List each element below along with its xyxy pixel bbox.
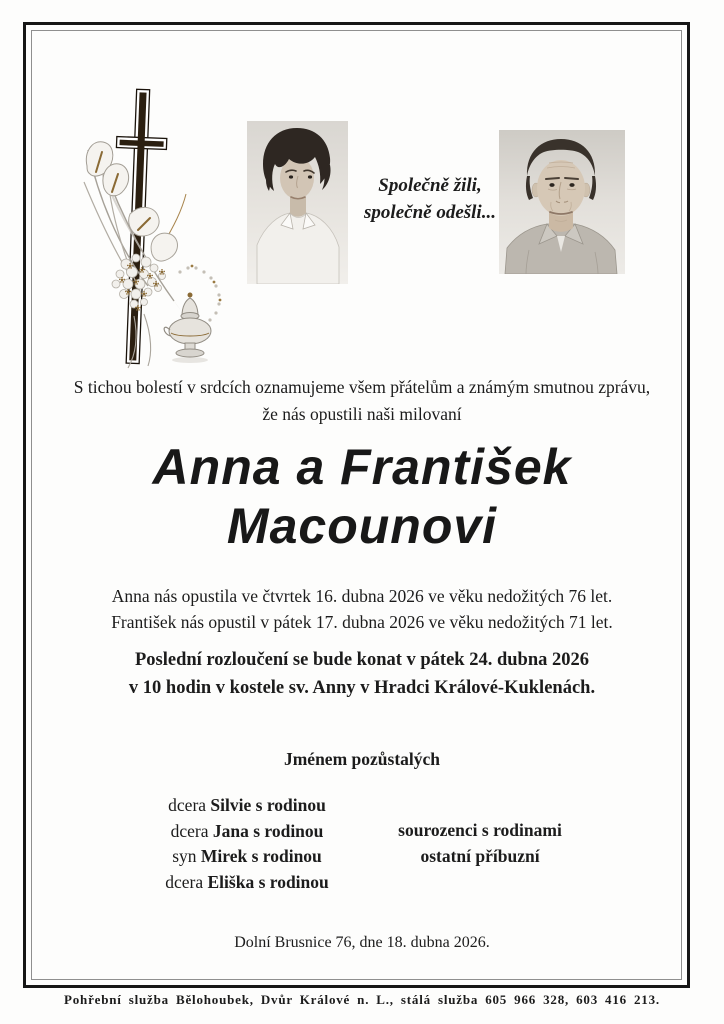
- mourner-row: [130, 819, 364, 845]
- passing-frantisek: František nás opustil v pátek 17. dubna 2026 ve věku nedožitých 71 let.: [111, 612, 613, 632]
- mourner-prefix: dcera: [168, 795, 207, 815]
- mourner-prefix: dcera: [165, 871, 204, 892]
- mourner-row: [130, 870, 364, 896]
- motto-line2: společně odešli...: [364, 202, 496, 223]
- portrait-photo-frantisek: [499, 130, 625, 274]
- mourner-row: [130, 793, 364, 819]
- motto: [344, 172, 516, 226]
- announcement-line1: S tichou bolestí v srdcích oznamujeme všem přátelům a známým smutnou zprávu,: [73, 377, 651, 397]
- portrait-photo-anna: [247, 121, 348, 284]
- funeral-service-footer: Pohřební služba Bělohoubek, Dvůr Králové n. L., stálá služba 605 966 328, 603 416 213.: [64, 992, 660, 1007]
- mourner-name: Jana s rodinou: [212, 820, 324, 841]
- mourners-right-column: [375, 818, 585, 869]
- passing-dates: [30, 583, 694, 635]
- place-and-date: Dolní Brusnice 76, dne 18. dubna 2026.: [234, 934, 490, 951]
- ceremony-line2: v 10 hodin v kostele sv. Anny v Hradci Králové-Kuklenách.: [128, 678, 596, 698]
- deceased-names-line2: Macounovi: [226, 498, 498, 554]
- ceremony-line1: Poslední rozloučení se bude konat v pátek 24. dubna 2026: [134, 650, 590, 670]
- mourner-prefix: syn: [172, 846, 197, 866]
- ceremony-info: [30, 646, 694, 702]
- mourner-row: sourozenci s rodinami: [398, 820, 562, 840]
- mourner-prefix: dcera: [170, 820, 209, 841]
- motto-line1: Společně žili,: [378, 175, 482, 196]
- mourner-row: ostatní příbuzní: [420, 845, 540, 866]
- deceased-names-line1: Anna a František: [152, 439, 572, 495]
- passing-anna: Anna nás opustila ve čtvrtek 16. dubna 2026 ve věku nedožitých 76 let.: [111, 586, 613, 606]
- cross-and-lilies-icon: [78, 86, 230, 374]
- deceased-names: [30, 438, 694, 556]
- mourners-heading: Jménem pozůstalých: [283, 749, 441, 769]
- mourners-left-column: [130, 793, 364, 895]
- mourner-name: Silvie s rodinou: [210, 795, 326, 815]
- mourner-name: Eliška s rodinou: [207, 871, 329, 892]
- mourner-row: [130, 844, 364, 870]
- announcement-line2: že nás opustili naši milovaní: [262, 404, 462, 424]
- mourner-name: Mirek s rodinou: [200, 846, 322, 866]
- announcement-text: [30, 374, 694, 428]
